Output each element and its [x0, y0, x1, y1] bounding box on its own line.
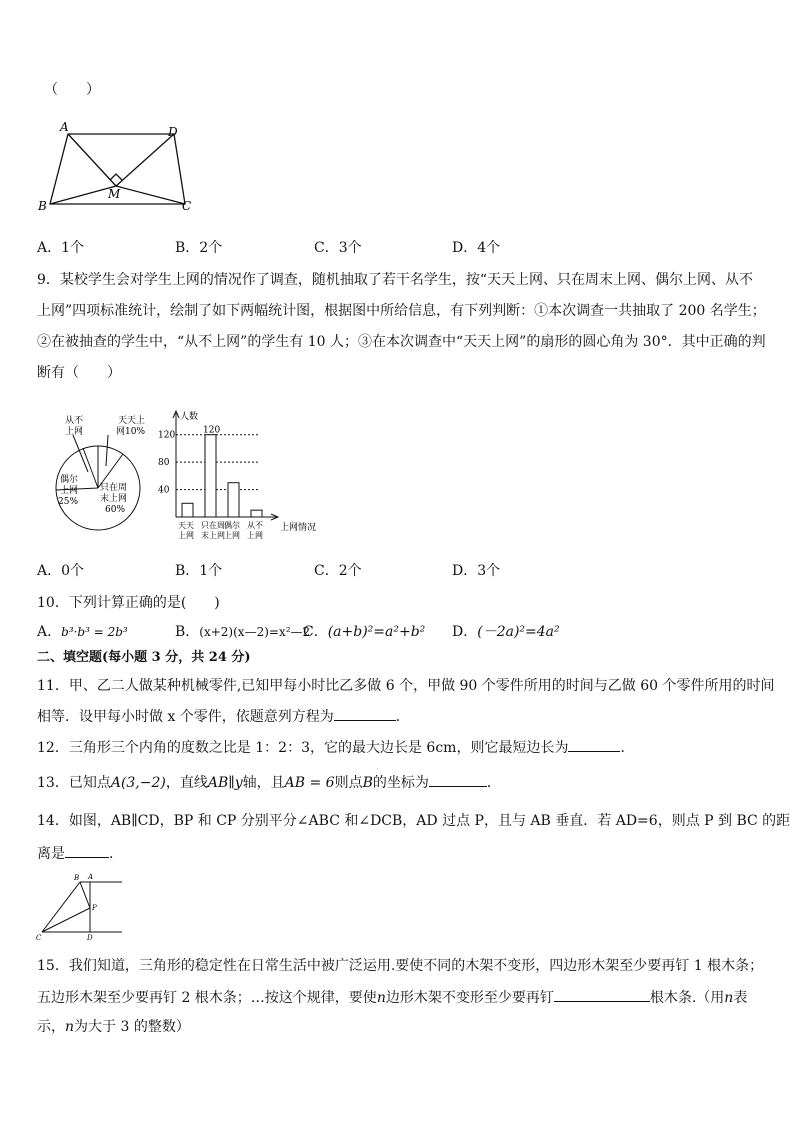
q12-answer-blank[interactable] [568, 737, 620, 752]
fig8-label-m: M [108, 187, 121, 201]
q15-line-3: 示，n为大于 3 的整数） [37, 1019, 190, 1035]
fig14-label-p: P [92, 904, 97, 912]
q15-line-2: 五边形木架至少要再钉 2 根木条；…按这个规律，要使n边形木架不变形至少要再钉 根木条.（用n表 [37, 987, 747, 1008]
pie-label-daily-2: 网10% [116, 427, 146, 437]
pie-label-week-2: 末上网 [100, 494, 128, 504]
x-tick-2-0: 偶尔 [224, 521, 240, 530]
q8-option-b: B．2个 [175, 240, 223, 256]
pie-label-never-2: 上网 [65, 427, 84, 437]
y-tick-40: 40 [158, 485, 170, 496]
x-tick-3-0: 从不 [247, 521, 263, 530]
q9-option-a: A．0个 [37, 563, 85, 579]
q15-line-1: 15．我们知道，三角形的稳定性在日常生活中被广泛运用.要使不同的木架不变形，四边形木架至少要再钉 1 根木条； [37, 958, 764, 974]
x-tick-0-1: 上网 [178, 531, 194, 540]
q13: 13．已知点A(3,−2)，直线AB∥y轴，且AB = 6则点B的坐标为 ． [37, 772, 501, 793]
fig14-label-d: D [87, 934, 93, 942]
pie-label-week-3: 60% [105, 505, 126, 515]
bar-2 [228, 483, 239, 517]
q10-option-a-math: b³·b³ = 2b³ [61, 625, 128, 639]
q9-line-2: 上网”四项标准统计，绘制了如下两幅统计图，根据图中所给信息，有下列判断：①本次调查一共抽取了 200 名学生； [37, 303, 766, 319]
q13-answer-blank[interactable] [429, 772, 487, 787]
q9-line-3: ②在被抽查的学生中，“从不上网”的学生有 10 人；③在本次调查中“天天上网”的扇形的圆心角为 30°．其中正确的判 [37, 334, 766, 350]
q8-trapezoid-figure [34, 118, 204, 218]
pie-label-occ-1: 偶尔 [60, 475, 79, 485]
q14-line-2: 离是 . [37, 843, 113, 864]
q12: 12．三角形三个内角的度数之比是 1：2：3，它的最大边长是 6cm，则它最短边长为 ． [37, 737, 634, 758]
fig8-label-b: B [38, 199, 47, 213]
pie-label-week-1: 只在周 [100, 483, 128, 493]
fig14-label-b: B [74, 874, 80, 882]
q10-option-b: B．(x+2)(x—2)=x²—2 [175, 624, 311, 640]
q8-option-d: D．4个 [452, 240, 501, 256]
bar-chart [150, 405, 317, 545]
q8-option-c: C．3个 [314, 240, 362, 256]
q10-option-a: A．b³·b³ = 2b³ [37, 624, 128, 640]
x-tick-2-1: 上网 [224, 531, 240, 540]
bar-value-label-1: 120 [203, 425, 221, 436]
q8-option-a: A．1个 [37, 240, 85, 256]
q11-line-1: 11．甲、乙二人做某种机械零件,已知甲每小时比乙多做 6 个，甲做 90 个零件所用的时间与乙做 60 个零件所用的时间 [37, 678, 775, 694]
x-tick-3-1: 上网 [247, 531, 263, 540]
q15-answer-blank[interactable] [554, 987, 650, 1002]
bar-3 [251, 510, 262, 517]
q9-line-4: 断有（ ） [37, 365, 121, 381]
bar-1 [205, 435, 216, 517]
q9-option-c: C．2个 [314, 563, 362, 579]
q14-line-1: 14．如图，AB∥CD，BP 和 CP 分别平分∠ABC 和∠DCB，AD 过点 P，且与 AB 垂直．若 AD=6，则点 P 到 BC 的距 [37, 813, 791, 829]
y-tick-120: 120 [158, 430, 176, 441]
q10-option-c: C．(a+b)²=a²+b² [303, 624, 426, 640]
q14-answer-blank[interactable] [65, 843, 109, 858]
pie-label-occ-2: 上网 [60, 486, 79, 496]
fig8-label-d: D [168, 125, 178, 139]
y-axis-label: 人数 [180, 412, 199, 422]
x-axis-label: 上网情况 [280, 523, 317, 533]
fig8-label-a: A [60, 120, 69, 134]
x-tick-0-0: 天天 [178, 521, 194, 530]
q14-figure [34, 870, 134, 945]
fig14-label-c: C [36, 934, 42, 942]
q9-option-b: B．1个 [175, 563, 223, 579]
section-2-heading: 二、填空题(每小题 3 分，共 24 分) [37, 650, 251, 665]
q8-answer-paren: （ ） [44, 82, 100, 98]
q9-option-d: D．3个 [452, 563, 501, 579]
q10-option-b-math: (x+2)(x—2)=x²—2 [199, 625, 311, 639]
pie-label-daily-1: 天天上 [118, 416, 146, 426]
pie-label-never-1: 从不 [65, 416, 84, 426]
pie-chart [50, 410, 150, 550]
q10-stem: 10．下列计算正确的是( ) [37, 595, 220, 611]
q10-option-d: D．(－2a)²=4a² [452, 624, 560, 640]
q10-option-c-math: (a+b)²=a²+b² [327, 624, 426, 640]
q13-point-a: A(3,−2) [110, 775, 166, 791]
x-tick-1-1: 末上网 [201, 531, 225, 540]
fig8-label-c: C [182, 199, 192, 213]
x-tick-1-0: 只在周 [201, 521, 225, 530]
q11-answer-blank[interactable] [334, 706, 396, 721]
bar-0 [182, 503, 193, 517]
q10-option-d-math: (－2a)²=4a² [477, 624, 560, 640]
pie-label-occ-3: 25% [58, 497, 79, 507]
y-tick-80: 80 [158, 458, 170, 469]
fig14-label-a: A [88, 873, 94, 881]
q9-line-1: 9．某校学生会对学生上网的情况作了调查，随机抽取了若干名学生，按“天天上网、只在周末上网、偶尔上网、从不 [37, 272, 754, 288]
q11-line-2: 相等．设甲每小时做 x 个零件，依题意列方程为 ． [37, 706, 410, 727]
